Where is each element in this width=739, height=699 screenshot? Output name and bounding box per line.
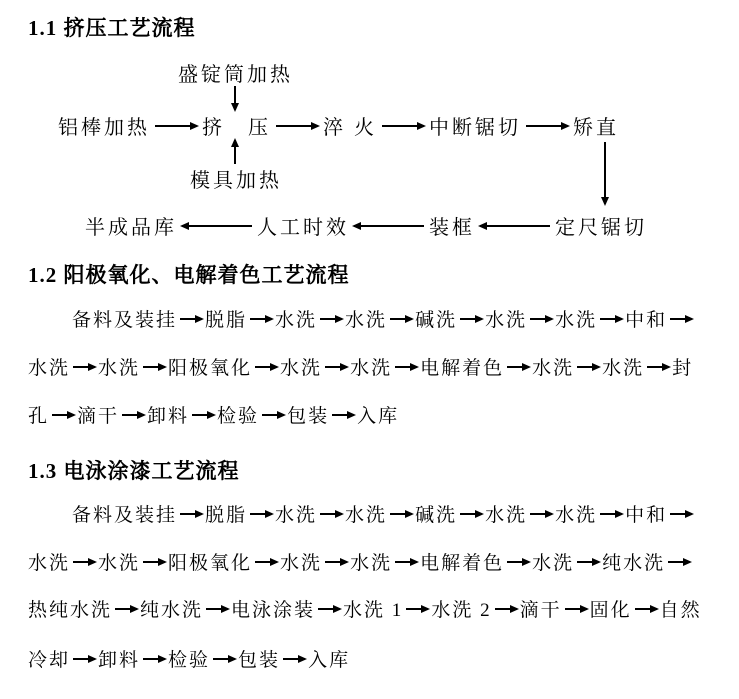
flow-step: 纯水洗 (602, 553, 666, 574)
arrow-right-icon (495, 608, 517, 610)
flow-step: 水洗 (98, 358, 141, 379)
anodizing-flow-line-2 (28, 353, 693, 380)
flow-step: 水洗 (280, 358, 323, 379)
flow-step: 阳极氧化 (168, 358, 253, 379)
arrow-right-icon (73, 658, 95, 660)
flow-step: 检验 (168, 650, 211, 671)
flow-step: 中和 (625, 310, 668, 331)
flow-step: 纯水洗 (140, 600, 204, 621)
arrow-left-icon (354, 225, 424, 227)
arrow-right-icon (155, 125, 197, 127)
arrow-right-icon (283, 658, 305, 660)
flow-step: 水洗 (28, 358, 71, 379)
flow-step: 碱洗 (415, 310, 458, 331)
arrow-right-icon (668, 561, 690, 563)
flow-step: 水洗 (280, 553, 323, 574)
flow-step: 水洗 (532, 358, 575, 379)
flow-step: 卸料 (147, 406, 190, 427)
arrow-down-icon (604, 142, 606, 204)
anodizing-flow-line-3 (28, 401, 399, 428)
arrow-left-icon (182, 225, 252, 227)
arrow-right-icon (250, 318, 272, 320)
arrow-right-icon (52, 414, 74, 416)
flow-step: 自然 (659, 600, 702, 621)
flow-step: 备料及装挂 (72, 310, 178, 331)
flow-step: 水洗 (555, 310, 598, 331)
section-heading-extrusion: 1.1 挤压工艺流程 (28, 16, 196, 40)
flow-step: 水洗 (602, 358, 645, 379)
flow-step: 脱脂 (205, 505, 248, 526)
arrow-right-icon (73, 561, 95, 563)
flow-step: 孔 (28, 406, 50, 427)
flow-step: 包装 (287, 406, 330, 427)
arrow-right-icon (143, 561, 165, 563)
arrow-right-icon (143, 658, 165, 660)
arrow-right-icon (276, 125, 318, 127)
flow-step: 水洗 (555, 505, 598, 526)
arrow-right-icon (180, 513, 202, 515)
arrow-right-icon (320, 513, 342, 515)
flow-step: 检验 (217, 406, 260, 427)
flow-step: 水洗 (98, 553, 141, 574)
arrow-right-icon (332, 414, 354, 416)
flow-step: 中断锯切 (429, 117, 521, 139)
flow-step: 水洗 (485, 505, 528, 526)
arrow-right-icon (115, 608, 137, 610)
flow-step: 入库 (357, 406, 400, 427)
flow-step: 半成品库 (85, 217, 177, 239)
electrophoresis-flow-line-1 (72, 500, 695, 527)
flow-step: 水洗 (345, 310, 388, 331)
diagram-row-1 (58, 111, 619, 140)
flow-step: 定尺锯切 (555, 217, 647, 239)
flow-step: 阳极氧化 (168, 553, 253, 574)
arrow-right-icon (395, 366, 417, 368)
arrow-right-icon (390, 513, 412, 515)
section-heading-electrophoresis: 1.3 电泳涂漆工艺流程 (28, 459, 240, 483)
arrow-right-icon (565, 608, 587, 610)
diagram-node-billet-container-heating: 盛锭筒加热 (178, 64, 293, 86)
arrow-right-icon (255, 561, 277, 563)
flow-step: 水洗 (345, 505, 388, 526)
arrow-right-icon (526, 125, 568, 127)
arrow-right-icon (325, 561, 347, 563)
arrow-right-icon (635, 608, 657, 610)
arrow-right-icon (507, 366, 529, 368)
flow-step: 电解着色 (420, 553, 505, 574)
arrow-right-icon (460, 513, 482, 515)
flow-step: 装框 (429, 217, 475, 239)
flow-step: 碱洗 (415, 505, 458, 526)
arrow-right-icon (192, 414, 214, 416)
arrow-up-icon (234, 140, 236, 164)
electrophoresis-flow-line-4 (28, 645, 350, 672)
arrow-right-icon (250, 513, 272, 515)
flow-step: 电解着色 (420, 358, 505, 379)
arrow-right-icon (577, 366, 599, 368)
flow-step: 滴干 (77, 406, 120, 427)
flow-step: 挤 压 (202, 117, 271, 139)
arrow-left-icon (480, 225, 550, 227)
flow-step: 脱脂 (205, 310, 248, 331)
arrow-right-icon (318, 608, 340, 610)
flow-step: 中和 (625, 505, 668, 526)
arrow-right-icon (530, 318, 552, 320)
flow-step: 冷却 (28, 650, 71, 671)
arrow-right-icon (395, 561, 417, 563)
arrow-right-icon (600, 513, 622, 515)
flow-step: 淬 火 (323, 117, 377, 139)
arrow-right-icon (73, 366, 95, 368)
flow-step: 水洗 (28, 553, 71, 574)
arrow-right-icon (143, 366, 165, 368)
flow-step: 热纯水洗 (28, 600, 113, 621)
arrow-right-icon (390, 318, 412, 320)
section-heading-anodizing: 1.2 阳极氧化、电解着色工艺流程 (28, 263, 350, 287)
flow-step: 水洗 (532, 553, 575, 574)
arrow-right-icon (213, 658, 235, 660)
arrow-right-icon (460, 318, 482, 320)
arrow-right-icon (262, 414, 284, 416)
arrow-right-icon (180, 318, 202, 320)
arrow-right-icon (382, 125, 424, 127)
arrow-down-icon (234, 86, 236, 110)
diagram-node-mold-heating: 模具加热 (190, 170, 282, 192)
arrow-right-icon (255, 366, 277, 368)
arrow-right-icon (122, 414, 144, 416)
arrow-right-icon (507, 561, 529, 563)
flow-step: 水洗 (350, 553, 393, 574)
flow-step: 矫直 (573, 117, 619, 139)
arrow-right-icon (406, 608, 428, 610)
flow-step: 水洗 (275, 505, 318, 526)
flow-step: 卸料 (98, 650, 141, 671)
diagram-row-2 (85, 211, 647, 240)
arrow-right-icon (600, 318, 622, 320)
flow-step: 包装 (238, 650, 281, 671)
arrow-right-icon (325, 366, 347, 368)
arrow-right-icon (670, 318, 692, 320)
arrow-right-icon (647, 366, 669, 368)
arrow-right-icon (670, 513, 692, 515)
anodizing-flow-line-1 (72, 305, 695, 332)
flow-step: 入库 (308, 650, 351, 671)
flow-step: 铝棒加热 (58, 117, 150, 139)
flow-step: 水洗 (275, 310, 318, 331)
flow-step: 备料及装挂 (72, 505, 178, 526)
flow-step: 水洗 (350, 358, 393, 379)
flow-step: 固化 (589, 600, 632, 621)
electrophoresis-flow-line-2 (28, 548, 693, 575)
arrow-right-icon (530, 513, 552, 515)
arrow-right-icon (577, 561, 599, 563)
flow-step: 水洗 1 (343, 600, 404, 621)
flow-step: 滴干 (519, 600, 562, 621)
flow-step: 人工时效 (257, 217, 349, 239)
arrow-right-icon (206, 608, 228, 610)
electrophoresis-flow-line-3 (28, 595, 702, 622)
flow-step: 水洗 (485, 310, 528, 331)
arrow-right-icon (320, 318, 342, 320)
flow-step: 封 (672, 358, 694, 379)
flow-step: 水洗 2 (431, 600, 492, 621)
flow-step: 电泳涂装 (231, 600, 316, 621)
